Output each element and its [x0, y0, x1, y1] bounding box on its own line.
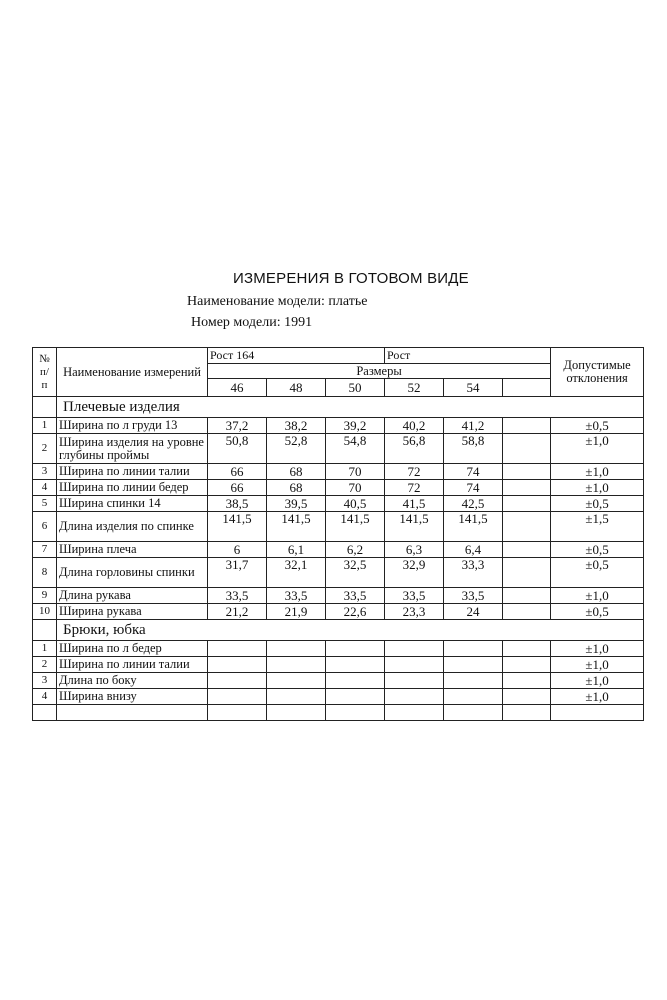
- measurement-name: Ширина рукава: [57, 604, 208, 620]
- size-value: 42,5: [444, 496, 503, 512]
- size-48: 48: [267, 379, 326, 397]
- empty-cell: [503, 657, 551, 673]
- table-row: [33, 588, 644, 604]
- size-46: 46: [208, 379, 267, 397]
- size-value: 41,5: [385, 496, 444, 512]
- empty-cell: [326, 705, 385, 721]
- table-row: [33, 689, 644, 705]
- empty-cell: [444, 705, 503, 721]
- size-value: 70: [326, 464, 385, 480]
- row-number: 4: [33, 480, 57, 496]
- empty-cell: [503, 641, 551, 657]
- measurement-name: Ширина плеча: [57, 542, 208, 558]
- sizes-label: Размеры: [208, 364, 551, 379]
- tolerance-value: ±1,0: [551, 434, 644, 464]
- empty-cell: [503, 418, 551, 434]
- table-row: [33, 496, 644, 512]
- size-value: 6,3: [385, 542, 444, 558]
- tolerance-value: ±0,5: [551, 496, 644, 512]
- empty-row: [33, 705, 644, 721]
- measurement-name: Ширина изделия на уровне глубины проймы: [57, 434, 208, 464]
- rost-164-header: Рост 164: [208, 348, 385, 364]
- size-value: 6,2: [326, 542, 385, 558]
- size-value: 23,3: [385, 604, 444, 620]
- size-value: [208, 689, 267, 705]
- size-value: 39,5: [267, 496, 326, 512]
- table-row: [33, 464, 644, 480]
- size-value: 141,5: [444, 512, 503, 542]
- empty-cell: [33, 705, 57, 721]
- size-value: 52,8: [267, 434, 326, 464]
- measurement-name: Ширина по линии талии: [57, 464, 208, 480]
- size-value: 6,1: [267, 542, 326, 558]
- row-number: 3: [33, 464, 57, 480]
- size-value: 33,5: [208, 588, 267, 604]
- tolerance-value: ±1,0: [551, 673, 644, 689]
- size-value: 6: [208, 542, 267, 558]
- section-row: [33, 397, 644, 418]
- size-value: 40,2: [385, 418, 444, 434]
- size-value: [444, 673, 503, 689]
- size-value: 22,6: [326, 604, 385, 620]
- empty-cell: [503, 689, 551, 705]
- size-value: 141,5: [267, 512, 326, 542]
- size-value: [444, 689, 503, 705]
- row-number: 8: [33, 558, 57, 588]
- empty-cell: [503, 558, 551, 588]
- size-value: 58,8: [444, 434, 503, 464]
- empty-cell: [503, 542, 551, 558]
- table-row: [33, 434, 644, 464]
- measurement-name: Ширина спинки 14: [57, 496, 208, 512]
- size-value: 141,5: [326, 512, 385, 542]
- tolerance-value: ±0,5: [551, 418, 644, 434]
- row-number: 9: [33, 588, 57, 604]
- col-name-header: Наименование измерений: [57, 348, 208, 397]
- measurement-name: Длина по боку: [57, 673, 208, 689]
- size-value: [208, 673, 267, 689]
- tolerance-value: ±1,5: [551, 512, 644, 542]
- size-value: 54,8: [326, 434, 385, 464]
- measurements-table: [32, 347, 644, 721]
- empty-cell: [503, 496, 551, 512]
- size-value: [208, 657, 267, 673]
- tolerance-value: ±1,0: [551, 689, 644, 705]
- row-number: 2: [33, 657, 57, 673]
- header-row-1: [33, 348, 644, 364]
- section-no-cell: [33, 620, 57, 641]
- size-value: 74: [444, 480, 503, 496]
- size-value: 33,3: [444, 558, 503, 588]
- empty-cell: [551, 705, 644, 721]
- measurement-name: Ширина по линии талии: [57, 657, 208, 673]
- size-value: [267, 641, 326, 657]
- size-value: 74: [444, 464, 503, 480]
- table-row: [33, 418, 644, 434]
- size-value: 141,5: [385, 512, 444, 542]
- empty-cell: [503, 480, 551, 496]
- size-value: 38,5: [208, 496, 267, 512]
- size-value: [385, 673, 444, 689]
- size-value: 68: [267, 464, 326, 480]
- size-value: 33,5: [385, 588, 444, 604]
- size-value: 56,8: [385, 434, 444, 464]
- size-value: 21,9: [267, 604, 326, 620]
- empty-cell: [503, 604, 551, 620]
- tolerance-value: ±1,0: [551, 480, 644, 496]
- size-value: 32,5: [326, 558, 385, 588]
- size-50: 50: [326, 379, 385, 397]
- table-row: [33, 657, 644, 673]
- table-row: [33, 604, 644, 620]
- table-row: [33, 480, 644, 496]
- measurement-name: Ширина по линии бедер: [57, 480, 208, 496]
- tolerance-value: ±0,5: [551, 542, 644, 558]
- size-value: [267, 689, 326, 705]
- size-value: 38,2: [267, 418, 326, 434]
- size-value: 24: [444, 604, 503, 620]
- row-number: 4: [33, 689, 57, 705]
- empty-cell: [267, 705, 326, 721]
- empty-cell: [57, 705, 208, 721]
- size-value: [267, 657, 326, 673]
- measurement-name: Ширина по л груди 13: [57, 418, 208, 434]
- size-value: 72: [385, 464, 444, 480]
- rost-header: Рост: [385, 348, 551, 364]
- measurement-name: Длина рукава: [57, 588, 208, 604]
- size-value: 32,1: [267, 558, 326, 588]
- size-value: 72: [385, 480, 444, 496]
- size-value: [444, 641, 503, 657]
- section-row: [33, 620, 644, 641]
- size-value: [444, 657, 503, 673]
- row-number: 1: [33, 418, 57, 434]
- measurement-name: Длина горловины спинки: [57, 558, 208, 588]
- size-value: 39,2: [326, 418, 385, 434]
- row-number: 3: [33, 673, 57, 689]
- section-no-cell: [33, 397, 57, 418]
- size-value: 66: [208, 480, 267, 496]
- size-value: 33,5: [267, 588, 326, 604]
- measurement-name: Длина изделия по спинке: [57, 512, 208, 542]
- empty-cell: [503, 705, 551, 721]
- size-value: [326, 641, 385, 657]
- size-value: [385, 641, 444, 657]
- row-number: 5: [33, 496, 57, 512]
- size-value: 70: [326, 480, 385, 496]
- table-row: [33, 673, 644, 689]
- section-title: Брюки, юбка: [57, 620, 644, 641]
- tolerance-value: ±0,5: [551, 604, 644, 620]
- table-row: [33, 542, 644, 558]
- tolerance-value: ±1,0: [551, 657, 644, 673]
- tolerance-value: ±1,0: [551, 588, 644, 604]
- table-row: [33, 512, 644, 542]
- size-value: 40,5: [326, 496, 385, 512]
- empty-cell: [503, 673, 551, 689]
- size-value: 31,7: [208, 558, 267, 588]
- row-number: 7: [33, 542, 57, 558]
- model-number: Номер модели: 1991: [191, 315, 313, 330]
- size-value: 68: [267, 480, 326, 496]
- col-no-header: № п/ п: [33, 348, 57, 397]
- tolerance-value: ±1,0: [551, 641, 644, 657]
- size-value: 141,5: [208, 512, 267, 542]
- size-value: 50,8: [208, 434, 267, 464]
- model-name: Наименование модели: платье: [187, 294, 368, 309]
- empty-cell: [503, 434, 551, 464]
- empty-cell: [208, 705, 267, 721]
- size-value: 6,4: [444, 542, 503, 558]
- size-52: 52: [385, 379, 444, 397]
- measurement-name: Ширина внизу: [57, 689, 208, 705]
- size-value: [326, 673, 385, 689]
- size-54: 54: [444, 379, 503, 397]
- empty-cell: [503, 464, 551, 480]
- size-value: 33,5: [326, 588, 385, 604]
- size-value: 21,2: [208, 604, 267, 620]
- size-value: 33,5: [444, 588, 503, 604]
- empty-cell: [503, 588, 551, 604]
- row-number: 2: [33, 434, 57, 464]
- tolerance-value: ±1,0: [551, 464, 644, 480]
- measurement-name: Ширина по л бедер: [57, 641, 208, 657]
- tolerance-header: Допустимые отклонения: [551, 348, 644, 397]
- size-value: [326, 657, 385, 673]
- tolerance-value: ±0,5: [551, 558, 644, 588]
- size-value: 66: [208, 464, 267, 480]
- size-value: 37,2: [208, 418, 267, 434]
- row-number: 6: [33, 512, 57, 542]
- row-number: 1: [33, 641, 57, 657]
- size-value: [385, 657, 444, 673]
- document-title: ИЗМЕРЕНИЯ В ГОТОВОМ ВИДЕ: [233, 270, 469, 287]
- empty-cell: [385, 705, 444, 721]
- section-title: Плечевые изделия: [57, 397, 644, 418]
- size-value: [267, 673, 326, 689]
- empty-cell: [503, 512, 551, 542]
- size-empty: [503, 379, 551, 397]
- size-value: 41,2: [444, 418, 503, 434]
- size-value: [326, 689, 385, 705]
- size-value: 32,9: [385, 558, 444, 588]
- row-number: 10: [33, 604, 57, 620]
- size-value: [385, 689, 444, 705]
- size-value: [208, 641, 267, 657]
- table-row: [33, 558, 644, 588]
- table-row: [33, 641, 644, 657]
